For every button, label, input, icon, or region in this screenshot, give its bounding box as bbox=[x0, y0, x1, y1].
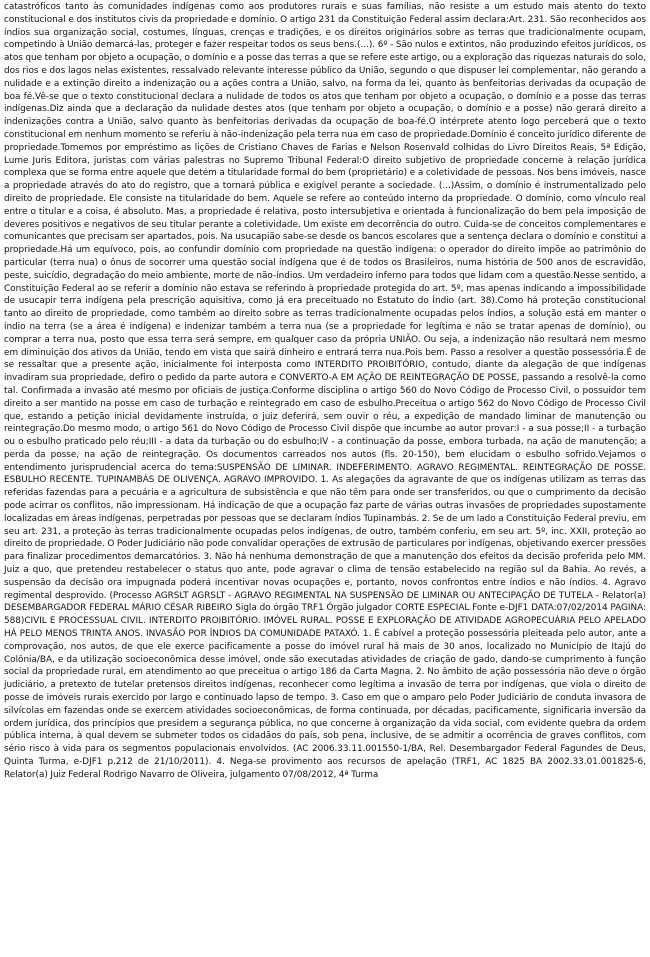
decision-text-paragraph: catastróficos tanto às comunidades indígenas como aos produtores rurais e suas famílias, não resiste a um estudo mais atento do texto constitucional e dos institutos civis da propriedade e domínio. O artigo 231 da Constituição Federal assim declara:Art. 231. São reconhecidos aos índios sua organização social, costumes, línguas, crenças e tradições, e os direitos originários sobre as terras que tradicionalmente ocupam, competindo à União demarcá-las, proteger e fazer respeitar todos os seus bens.(...). 6º - São nulos e extintos, não produzindo efeitos jurídicos, os atos que tenham por objeto a ocupação, o domínio e a posse das terras a que se refere este artigo, ou a exploração das riquezas naturais do solo, dos rios e dos lagos nelas existentes, ressalvado relevante interesse público da União, segundo o que dispuser lei complementar, não gerando a nulidade e a extinção direito a indenização ou a ações contra a União, salvo, na forma da lei, quanto às benfeitorias derivadas da ocupação de boa fé.Vê-se que o texto constitucional declara a nulidade de todos os atos que tenham por objeto a ocupação, o domínio e a posse das terras indígenas.Diz ainda que a declaração da nulidade destes atos (que tenham por objeto a ocupação, o domínio e a posse) não gerará direito a indenizações contra a União, salvo quanto às benfeitorias derivadas da ocupação de boa-fé.O intérprete atento logo perceberá que o texto constitucional em nenhum momento se referiu à não-indenização pela terra nua em caso de propriedade.Domínio é conceito jurídico diferente de propriedade.Tomemos por empréstimo as lições de Cristiano Chaves de Farias e Nelson Rosenvald colhidas do Livro Direitos Reais, 5ª Edição, Lume Juris Editora, juristas com várias palestras no Supremo Tribunal Federal:O direito subjetivo de propriedade concerne à relação jurídica complexa que se forma entre aquele que detém a titularidade formal do bem (proprietário) e a coletividade de pessoas. Nos bens imóveis, nasce a propriedade através do ato do registro, que a tornará pública e exigível perante a sociedade. (...)Assim, o domínio é instrumentalizado pelo direito de propriedade. Ele consiste na titularidade do bem. Aquele se refere ao conteúdo interno da propriedade. O domínio, como vínculo real entre o titular e a coisa, é absoluto. Mas, a propriedade é relativa, posto intersubjetiva e orientada à funcionalização do bem pela imposição de deveres positivos e negativos de seu titular perante a coletividade. Um existe em decorrência do outro. Cuida-se de conceitos complementares e comunicantes que precisam ser apartados, pois. Na usucapião sabe-se desde os bancos escolares que a sentença declara o domínio e constitui a propriedade.Há um equívoco, pois, ao confundir domínio com propriedade na questão indígena: o operador do direito impõe ao patrimônio do particular (terra nua) o ônus de socorrer uma questão social indígena que é de todos os Brasileiros, numa história de 500 anos de escravidão, peste, suicídio, degradação do meio ambiente, morte de não-índios. Um verdadeiro inferno para todos que lidam com a questão.Nesse sentido, a Constituição Federal ao se referir a domínio não estava se referindo à propriedade protegida do art. 5º, mas apenas indicando a impossibilidade de usucapir terra indígena pela prescrição aquisitiva, como já era preceituado no Estatuto do Índio (art. 38).Como há proteção constitucional tanto ao direito de propriedade, como também ao direito sobre as terras tradicionalmente ocupadas pelos índios, a solução está em manter o índio na terra (se a área é indígena) e indenizar também a terra nua (se a propriedade for legítima e não se tratar apenas de domínio), ou comprar a terra nua, posto que essa terra será sempre, em qualquer caso da própria UNIÃO. Ou seja, a indenização não resultará nem mesmo em diminuição dos ativos da União, tendo em vista que sairá dinheiro e entrará terra nua.Pois bem. Passo a resolver a questão possessória.É de se ressaltar que a presente ação, inicialmente foi interposta como INTERDITO PROIBITÓRIO, contudo, diante da alegação de que indígenas invadiram sua propriedade, defiro o pedido da parte autora e CONVERTO-A EM AÇÃO DE REINTEGRAÇÃO DE POSSE, passando a resolvê-la como tal. Confirmada a invasão até mesmo por oficiais de justiça.Conforme disciplina o artigo 560 do Novo Código de Processo Civil, o possuidor tem direito a ser mantido na posse em caso de turbação e reintegrado em caso de esbulho.Preceitua o artigo 562 do Novo Código de Processo Civil que, estando a petição inicial devidamente instruída, o juiz deferirá, sem ouvir o réu, a expedição de mandado liminar de manutenção ou reintegração.Do mesmo modo, o artigo 561 do Novo Código de Processo Civil dispõe que incumbe ao autor provar:I - a sua posse;II - a turbação ou o esbulho praticado pelo réu;III - a data da turbação ou do esbulho;IV - a continuação da posse, embora turbada, na ação de manutenção; a perda da posse, na ação de reintegração. Os documentos carreados nos autos (fls. 20-150), bem elucidam o esbulho sofrido.Vejamos o entendimento jurisprudencial acerca do tema:SUSPENSÃO DE LIMINAR. INDEFERIMENTO. AGRAVO REGIMENTAL. REINTEGRAÇÃO DE POSSE. ESBULHO RECENTE. TUPINAMBÁS DE OLIVENÇA. AGRAVO IMPROVIDO. 1. As alegações da agravante de que os indígenas utilizam as terras das referidas fazendas para a pecuária e a agricultura de subsistência e que não têm para onde ser transferidos, ou que o cumprimento da decisão pode acirrar os conflitos, não impressionam. Há indicação de que a ocupação faz parte de várias outras invasões de propriedades supostamente localizadas em áreas indígenas, perpetradas por pessoas que se declaram índios Tupinambás. 2. Se de um lado a Constituição Federal previu, em seu art. 231, a proteção às terras tradicionalmente ocupadas pelos indígenas, de outro, também conferiu, em seu art. 5º, inc. XXII, proteção ao direito de propriedade. O Poder Judiciário não pode convalidar operações de extrusão de particulares por indígenas, objetivando exercer pressões para finalizar procedimentos demarcatórios. 3. Não há nenhuma demonstração de que a manutenção dos efeitos da decisão proferida pelo MM. Juiz a quo, que pretendeu restabelecer o status quo ante, pode agravar o clima de tensão estabelecido na região sul da Bahia. Ao revés, a suspensão da decisão ora impugnada poderá incentivar novas ocupações e, portanto, novos confrontos entre índios e não índios. 4. Agravo regimental desprovido. (Processo AGRSLT AGRSLT - AGRAVO REGIMENTAL NA SUSPENSÃO DE LIMINAR OU ANTECIPAÇÃO DE TUTELA - Relator(a) DESEMBARGADOR FEDERAL MÁRIO CÉSAR RIBEIRO Sigla do órgão TRF1 Órgão julgador CORTE ESPECIAL Fonte e-DJF1 DATA:07/02/2014 PAGINA: 588)CIVIL E PROCESSUAL CIVIL. INTERDITO PROIBITÓRIO. IMÓVEL RURAL. POSSE E EXPLORAÇÃO DE ATIVIDADE AGROPECUÁRIA PELO APELADO HÁ PELO MENOS TRINTA ANOS. INVASÃO POR ÍNDIOS DA COMUNIDADE PATAXÓ. 1. É cabível a proteção possessória pleiteada pelo autor, ante a comprovação, nos autos, de que ele exerce pacificamente a posse do imóvel rural há mais de 30 anos, localizado no Município de Itajú do Colônia/BA, e da utilização socioeconômica desse imóvel, onde são executadas atividades de criação de gado, dando-se cumprimento à função social da propriedade rural, em atendimento ao que preceitua o artigo 186 da Carta Magna. 2. No âmbito de ação possessória não deve o órgão judiciário, a pretexto de tutelar pretensos direitos indígenas, reconhecer como legítima a invasão de terra por indígenas, que viola o direito de posse de imóveis rurais exercido por largo e continuado lapso de tempo. 3. Caso em que o amparo pelo Poder Judiciário de conduta invasora de silvícolas em fazendas onde se exercem atividades socioeconômicas, de forma continuada, por décadas, pacificamente, significaria inversão da ordem jurídica, dos princípios que presidem a segurança pública, no que concerne à organização da vida social, com evidente quebra da ordem pública interna, à qual devem se submeter todos os cidadãos do país, sob pena, inclusive, de se admitir a ocorrência de graves conflitos, com sério risco à vida para os segmentos populacionais envolvidos. (AC 2006.33.11.001550-1/BA, Rel. Desembargador Federal Fagundes de Deus, Quinta Turma, e-DJF1 p.212 de 21/10/2011). 4. Nega-se provimento aos recursos de apelação (TRF1, AC 1825 BA 2002.33.01.001825-6, Relator(a) Juiz Federal Rodrigo Navarro de Oliveira, julgamento 07/08/2012, 4ª Turma bbox=[4, 2, 646, 780]
